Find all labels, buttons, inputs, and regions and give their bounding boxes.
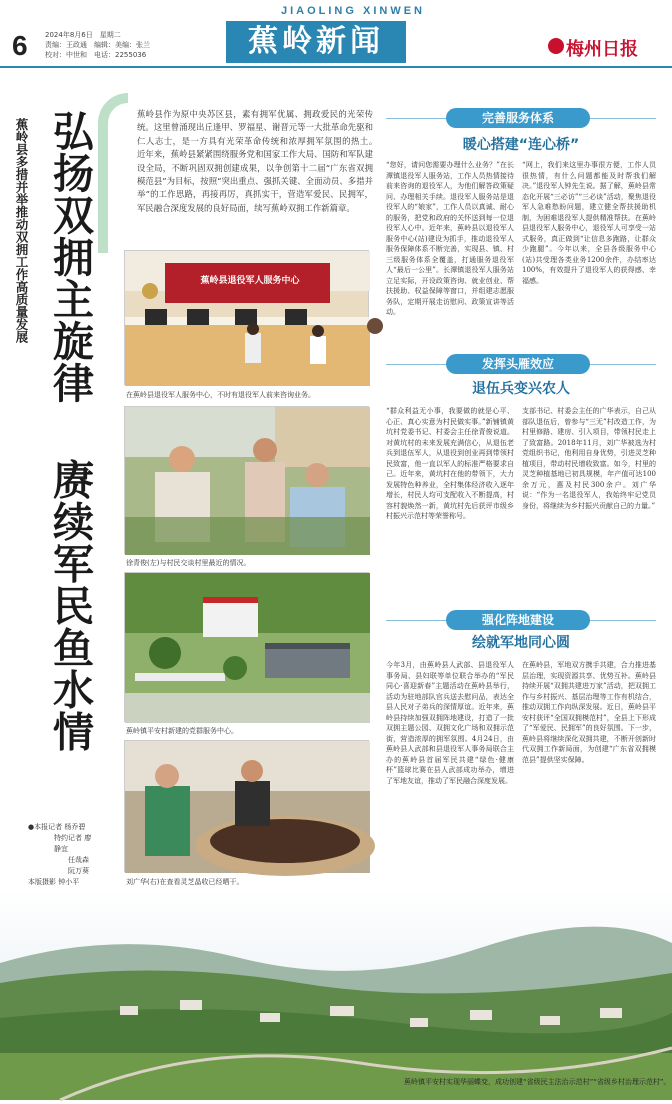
landscape-caption: 蕉岭镇平安村实现华丽蝶变，成功创建“省级民主法治示范村”“省级乡村治理示范村”。: [404, 1078, 671, 1086]
main-headline-line2: 赓续军民鱼水情: [46, 458, 94, 753]
photo-villagers: [124, 406, 369, 554]
photo-service-center: [124, 250, 369, 385]
byline-line: 本版摄影 钟小平: [28, 878, 80, 886]
section-title: 暖心搭建“连心桥”: [462, 137, 580, 153]
section-label: 发挥头雁效应: [446, 354, 590, 374]
section-label: 完善服务体系: [446, 108, 590, 128]
section-label: 强化阵地建设: [446, 610, 590, 630]
photo-caption: 刘广华(右)在查看灵芝晶收已经晒干。: [126, 878, 244, 886]
party-center-image: [125, 573, 370, 723]
main-headline-line1: 弘扬双拥主旋律: [46, 110, 94, 404]
brand-name: 梅州日报: [566, 39, 638, 60]
intro-paragraph: 蕉岭县作为原中央苏区县，素有拥军优属、拥政爱民的光荣传统。这里曾涌现出丘逢甲、罗福星、谢晋元等一大批革命先驱和仁人志士，是一方具有光荣革命传统和浓厚拥军氛围的热土。 近年来，蕉岭县紧紧围绕服务党和国家工作大局、国防和军队建设全局，不断巩固双拥创建成果，以争创第十二届“广东省双拥模范县”为目标，按照“突出重点、强抓关键、全面动员、多措并举”的工作思路，再接再厉，真抓实干，营造军爱民、民拥军，军民融合深度发展的良好局面，续写蕉岭双拥工作新篇章。: [137, 109, 390, 213]
byline: [28, 822, 94, 888]
section-column: “群众利益无小事，我要做的就是心平、心正、真心实意为村民做实事。”新铺镇黄坑村党委书记、村委会主任徐青俊说道。对黄坑村的未来发展充满信心，从退伍老兵到退伍军人，从退役到创业再到带领村民致富，他一直以军人的标准严格要求自己。近年来，黄坑村在他的带领下，大力发展特色种养业，全村集体经济收入逐年增长，村民人均可支配收入不断提高，村容村貌焕然一新，黄坑村先后获评市级乡村振兴示范村等荣誉称号。: [386, 407, 514, 520]
section-column: “您好，请问您需要办理什么业务？”在长潭镇退役军人服务站，工作人员热情接待前来咨询的退役军人，为他们解答政策疑问、办理相关手续。退役军人服务站是退役军人的“娘家”，工作人员以真诚、耐心的服务，把党和政府的关怀送到每一位退役军人心中。近年来，蕉岭县以退役军人服务中心(站)建设为抓手，推动退役军人服务保障体系不断完善，实现县、镇、村三级服务体系全覆盖，打通服务退役军人“最后一公里”。长潭镇退役军人服务站立足实际，开设政策咨询、就业创业、帮扶援助、权益保障等窗口，并组建志愿服务队，定期开展走访慰问、政策宣讲等活动。: [386, 161, 514, 316]
ganoderma-image: [125, 741, 370, 873]
masthead-title: 蕉岭新闻: [226, 21, 406, 63]
photo-landscape: [0, 888, 672, 1100]
brand-logo-icon: [548, 38, 564, 54]
service-center-sign: 蕉岭县退役军人服务中心: [200, 276, 300, 286]
section-title: 绘就军地同心圆: [472, 635, 570, 651]
section-column: 支部书记、村委会主任的广华表示，自己从部队退伍后，曾参与“三无”村改造工作，为村里修路、建房、引入项目，带领村民走上了致富路。2018年11月，刘广华被选为村党组织书记，他利用自身优势，引进灵芝种植项目，带动村民增收致富。如今，村里的灵芝种植基地已初具规模，年产值可达100余万元，惠及村民300余户。刘广华说：“作为一名退役军人，我始终牢记党员身份，将继续为乡村振兴贡献自己的力量。”: [522, 407, 656, 510]
page-number: 6: [12, 30, 28, 61]
editor-line: 责编：王政通 编辑：美编：张兰: [45, 41, 150, 49]
photo-party-center: [124, 572, 369, 722]
byline-line: 特约记者 廖静宜: [54, 834, 92, 853]
main-headline: [40, 110, 96, 770]
section-column: 在蕉岭县，军地双方携手共建，合力推进基层治理，实现资源共享、优势互补。蕉岭县持续开展“双拥共建进万家”活动，把双拥工作与乡村振兴、基层治理等工作有机结合，推动双拥工作向纵深发展。近日，蕉岭县平安村获评“全国双拥模范村”，全县上下形成了“军爱民、民拥军”的良好氛围。下一步，蕉岭县将继续深化双拥共建，不断开创新时代双拥工作新局面，为创建“广东省双拥模范县”提供坚实保障。: [522, 661, 656, 764]
masthead-english: JIAOLING XINWEN: [280, 5, 425, 17]
service-center-image: [125, 251, 370, 386]
byline-line: 任哉森: [68, 856, 89, 864]
photo-ganoderma: [124, 740, 369, 872]
masthead-rule: [0, 66, 672, 68]
proof-line: 校对：中世和 电话：2255036: [45, 51, 147, 59]
sub-headline: 蕉岭县多措并举推动双拥工作高质量发展: [14, 118, 29, 343]
section-column: 今年3月，由蕉岭县人武部、县退役军人事务局、县妇联等单位联合举办的“军民同心·喜迎新春”主题活动在蕉岭县举行，活动为驻地部队官兵送去慰问品，表达全县人民对子弟兵的深情厚谊。近年来，蕉岭县持续加强双拥阵地建设，打造了一批双拥主题公园、双拥文化广场和双拥示范街，营造浓厚的拥军氛围。4月24日，由蕉岭县人武部和县退役军人事务局联合主办的蕉岭县首届军民共建“绿色·健康杯”篮球比赛在县人武部成功举办，增进了军地友谊，推动了军民融合深度发展。: [386, 661, 514, 785]
section-column: “网上，我们来这里办事很方便，工作人员很热情，有什么问题都能及时帮我们解决。”退役军人钟先生说。据了解，蕉岭县常态化开展“三必访”“三必谈”活动，聚焦退役军人急难愁盼问题，建立健全帮扶援助机制，为困难退役军人提供精准帮扶。在蕉岭县退役军人服务中心，退役军人可享受一站式服务，真正做到“让信息多跑路，让群众少跑腿”。今年以来，全县各级服务中心(站)共受理各类业务1200余件，办结率达100%，有效提升了退役军人的获得感、幸福感。: [522, 161, 656, 285]
byline-line: 阮万葵: [68, 867, 89, 875]
section-title: 退伍兵变兴农人: [472, 381, 570, 397]
photo-caption: 蕉岭镇平安村新建的党群服务中心。: [126, 727, 238, 735]
photo-caption: 在蕉岭县退役军人服务中心，不时有退役军人前来咨询业务。: [126, 391, 315, 399]
villagers-image: [125, 407, 370, 555]
date-line: 2024年8月6日 星期二: [45, 31, 121, 39]
byline-line: ●本报记者 杨乔碧: [28, 823, 86, 831]
photo-caption: 徐青俊(左)与村民交谈村里最近的情况。: [126, 559, 251, 567]
landscape-image: [0, 888, 672, 1100]
decorative-curve: [98, 93, 128, 253]
